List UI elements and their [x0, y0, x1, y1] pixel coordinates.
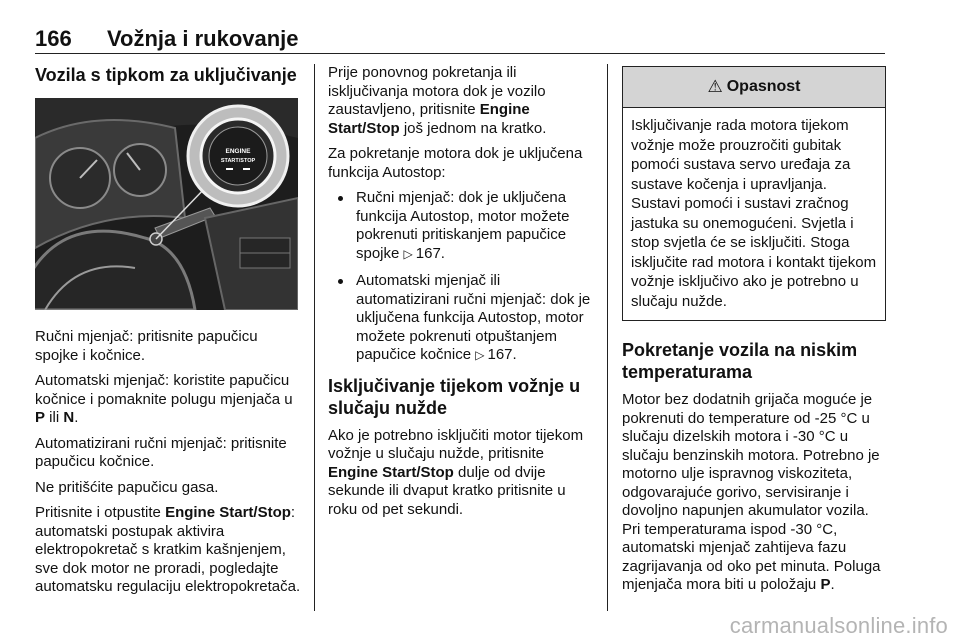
warning-title: Opasnost	[726, 77, 801, 95]
section-heading-emergency-shutdown: Isključivanje tijekom vožnje u slučaju nužde	[328, 375, 581, 418]
autostop-list	[328, 189, 596, 365]
dashboard-drawing	[35, 98, 298, 310]
column-1	[35, 64, 303, 604]
column-divider-2	[607, 64, 608, 611]
page-ref-arrow-icon: ▷	[475, 348, 485, 362]
button-label-start-stop: START/STOP	[220, 158, 256, 164]
manual-transmission-text: Ručni mjenjač: pritisnite papučicu spojke i kočnice.	[35, 328, 258, 364]
list-item: Ručni mjenjač: dok je uključena funkcija Autostop, motor možete pokrenuti pritiskanjem papučice spojke ▷ 167.	[328, 189, 596, 263]
autostop-intro-text: Za pokretanje motora dok je uključena funkcija Autostop:	[328, 145, 583, 181]
restart-text: Prije ponovnog pokretanja ili isključivanja motora dok je vozilo zaustavljeno, pritisnite Engine Start/Stop još jednom na kratko.	[328, 64, 547, 137]
danger-warning-box	[622, 66, 886, 321]
page-ref-link[interactable]: 167.	[415, 244, 445, 262]
section-heading-key-vehicles: Vozila s tipkom za uključivanje	[35, 65, 297, 85]
low-temperature-text: Motor bez dodatnih grijača moguće je pokrenuti do temperature od -25 °C u slučaju dizelskih motora i -30 °C u slučaju benzinskih motora. Potrebno je motorno ulje ispravnog viskoziteta, odgovarajuće gorivo, servisiranje i dovoljno napunjen akumulator vozila. Pri temperaturama ispod -30 °C, automatski mjenjač zahtijeva fazu zagrijavanja od oko pet minuta. Poluga mjenjača mora biti u položaju P.	[622, 391, 881, 593]
warning-triangle-icon: ⚠	[707, 76, 723, 96]
section-heading-low-temperature: Pokretanje vozila na niskim temperaturama	[622, 340, 858, 382]
warning-text: Isključivanje rada motora tijekom vožnje može prouzročiti gubitak pomoći sustava servo uređaja za sustave kočenja i upravljanja. Sustavi pomoći i sustavi zračnog jastuka su onemogućeni. Svjetla i stop svjetla će se isključiti. Stoga isključite rad motora i kontakt tijekom vožnje isključivo ako je potrebno u slučaju nužde.	[631, 117, 877, 310]
press-release-text: Pritisnite i otpustite Engine Start/Stop: automatski postupak aktivira elektropokretač s kratkim kašnjenjem, sve dok motor ne proradi, pogledajte automatsku regulaciju elektropokretača.	[35, 504, 301, 595]
page-ref-link[interactable]: 167.	[487, 346, 517, 363]
page-ref-arrow-icon: ▷	[403, 246, 413, 261]
dashboard-illustration	[35, 98, 298, 310]
automatic-transmission-text: Automatski mjenjač: koristite papučicu kočnice i pomaknite polugu mjenjača u P ili N.	[35, 372, 293, 426]
button-label-engine: ENGINE	[225, 148, 251, 155]
page-header	[35, 20, 885, 52]
automated-manual-text: Automatizirani ručni mjenjač: pritisnite papučicu kočnice.	[35, 434, 287, 470]
column-divider-1	[314, 64, 315, 611]
watermark: carmanualsonline.info	[729, 613, 948, 638]
list-item: Automatski mjenjač ili automatizirani ručni mjenjač: dok je uključena funkcija Autostop, motor možete pokrenuti otpuštanjem papučice kočnice ▷ 167.	[328, 272, 596, 365]
column-2	[328, 64, 596, 526]
column-3	[622, 64, 887, 602]
page-number: 166	[35, 26, 72, 51]
emergency-shutdown-text: Ako je potrebno isključiti motor tijekom vožnje u slučaju nužde, pritisnite Engine Start/Stop dulje od dvije sekunde ili dvaput kratko pritisnite u roku od pet sekundi.	[328, 426, 584, 518]
chapter-title: Vožnja i rukovanje	[107, 26, 299, 51]
no-gas-pedal-text: Ne pritišćite papučicu gasa.	[35, 478, 219, 496]
warning-header	[623, 67, 885, 108]
header-rule	[35, 53, 885, 54]
